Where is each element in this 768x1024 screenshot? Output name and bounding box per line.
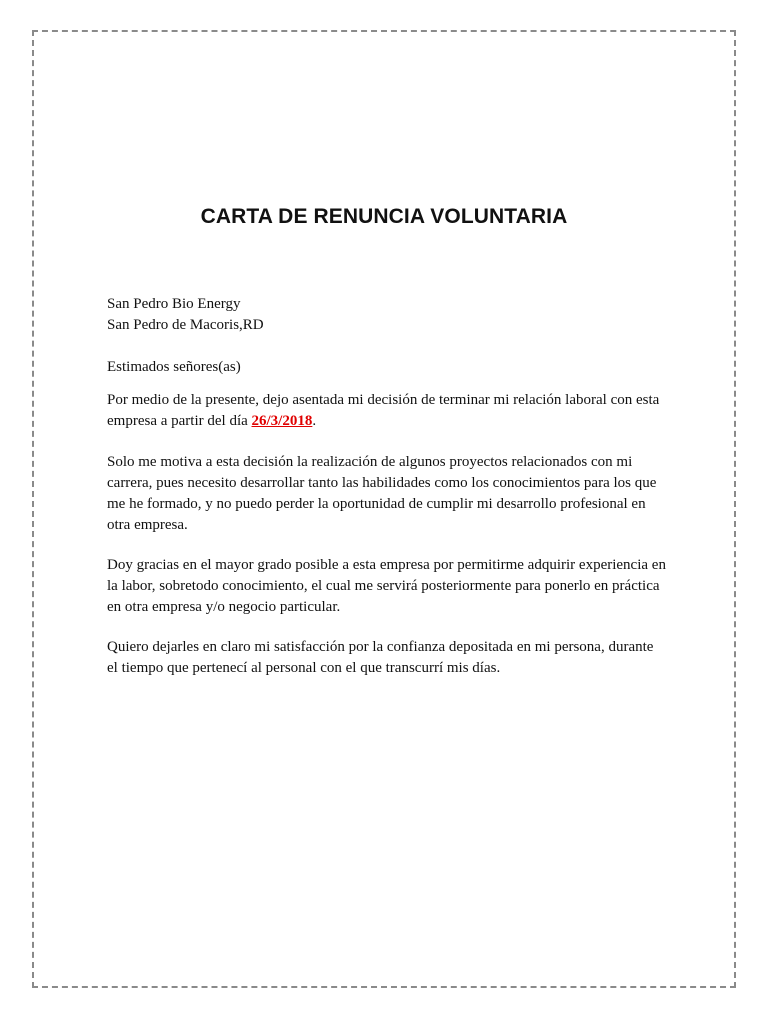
recipient-address bbox=[107, 294, 667, 336]
address-line-2: San Pedro de Macoris,RD bbox=[107, 317, 264, 333]
paragraph-gratitude: Doy gracias en el mayor grado posible a esta empresa por permitirme adquirir experiencia en la labor, sobretodo conocimiento, el cual me servirá posteriormente para ponerlo en práctica en otra empresa y/o negocio particular. bbox=[107, 557, 666, 615]
paragraph-resignation-end: . bbox=[312, 413, 317, 429]
greeting: Estimados señores(as) bbox=[107, 359, 241, 375]
paragraph-satisfaction: Quiero dejarles en claro mi satisfacción por la confianza depositada en mi persona, durante el tiempo que pertenecí al personal con el que transcurrí mis días. bbox=[107, 639, 654, 676]
paragraph-resignation-text: Por medio de la presente, dejo asentada mi decisión de terminar mi relación laboral con esta empresa a partir del día bbox=[107, 392, 660, 429]
address-line-1: San Pedro Bio Energy bbox=[107, 296, 241, 312]
paragraph-motivation: Solo me motiva a esta decisión la realización de algunos proyectos relacionados con mi carrera, pues necesito desarrollar tanto las habilidades como los conocimientos para los que me he formado, y no puedo perder la oportunidad de cumplir mi desarrollo profesional en otra empresa. bbox=[107, 454, 657, 533]
letter-title: CARTA DE RENUNCIA VOLUNTARIA bbox=[200, 205, 568, 228]
paragraph-resignation bbox=[107, 390, 667, 432]
resignation-date: 26/3/2018 bbox=[251, 413, 313, 429]
